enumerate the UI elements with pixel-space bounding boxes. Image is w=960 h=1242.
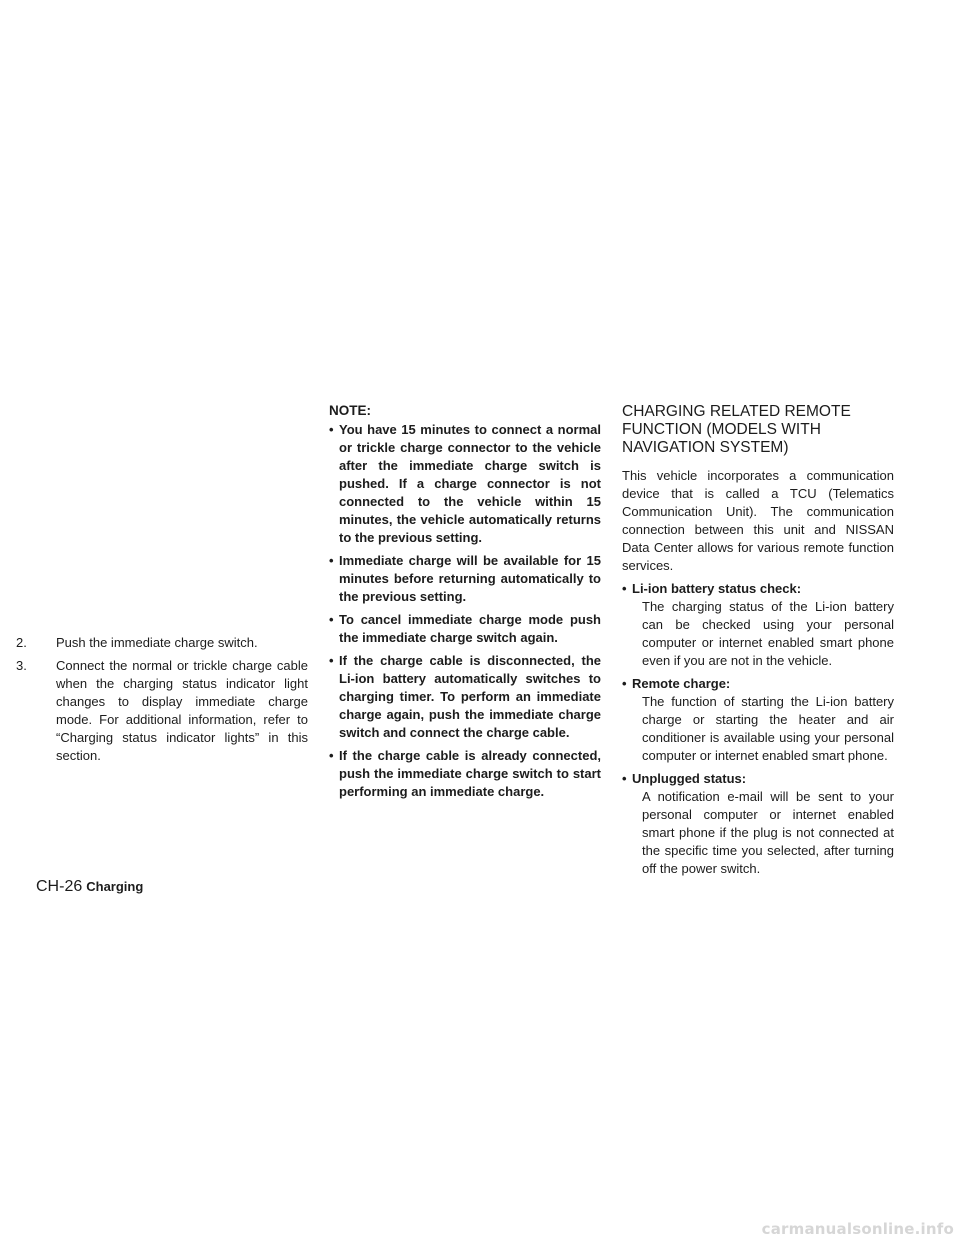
note-item — [329, 421, 601, 547]
bullet: • — [329, 748, 334, 763]
note-item-text: You have 15 minutes to connect a normal or trickle charge connector to the vehicle after the immediate charge switch is pushed. If a charge connector is not connected to the vehicle within 15 minutes, the vehicle automatically returns to the previous setting. — [339, 422, 601, 545]
watermark: carmanualsonline.info — [761, 1220, 954, 1238]
note-item-text: If the charge cable is already connected, push the immediate charge switch to start performing an immediate charge. — [339, 748, 601, 799]
feature-title-text: Remote charge: — [632, 676, 731, 691]
section-title-line: CHARGING RELATED REMOTE — [622, 403, 851, 420]
step-item — [16, 634, 308, 652]
step-text: Connect the normal or trickle charge cable when the charging status indicator light changes to display immediate charge mode. For additional information, refer to “Charging status indicator lights” in this section. — [56, 658, 308, 763]
note-column — [329, 403, 601, 806]
chapter-name: Charging — [86, 879, 144, 894]
intro-paragraph: This vehicle incorporates a communication device that is called a TCU (Telematics Communication Unit). The communication connection between this unit and NISSAN Data Center allows for various remote function services. — [622, 468, 894, 573]
feature-title-text: Li-ion battery status check: — [632, 581, 802, 596]
page-footer — [36, 878, 143, 896]
feature-title-text: Unplugged status: — [632, 771, 747, 786]
bullet: • — [329, 422, 334, 437]
bullet: • — [329, 653, 334, 668]
feature-description: A notification e-mail will be sent to your personal computer or internet enabled smart phone if the plug is not connected at the specific time you selected, after turning off the power switch. — [642, 789, 894, 876]
page-number: CH-26 — [36, 878, 83, 895]
note-title: NOTE: — [329, 403, 371, 418]
step-number: 3. — [16, 658, 27, 673]
note-item — [329, 652, 601, 742]
feature-item — [622, 675, 894, 765]
feature-title — [622, 770, 894, 788]
step-text: Push the immediate charge switch. — [56, 635, 258, 650]
steps-column — [16, 634, 308, 770]
note-item-text: If the charge cable is disconnected, the Li-ion battery automatically switches to charging timer. To perform an immediate charge again, push the immediate charge switch and connect the charge cable. — [339, 653, 601, 740]
note-item — [329, 552, 601, 606]
feature-item — [622, 770, 894, 878]
bullet: • — [329, 612, 334, 627]
bullet: • — [329, 553, 334, 568]
note-item — [329, 611, 601, 647]
feature-item — [622, 580, 894, 670]
section-title — [622, 403, 894, 457]
note-item-text: Immediate charge will be available for 15 minutes before returning automatically to the previous setting. — [339, 553, 601, 604]
bullet: • — [622, 771, 627, 786]
note-item-text: To cancel immediate charge mode push the immediate charge switch again. — [339, 612, 601, 645]
bullet: • — [622, 581, 627, 596]
feature-title — [622, 580, 894, 598]
feature-description: The charging status of the Li-ion battery can be checked using your personal computer or internet enabled smart phone even if you are not in the vehicle. — [642, 599, 894, 668]
step-number: 2. — [16, 635, 27, 650]
remote-function-column — [622, 403, 894, 883]
feature-title — [622, 675, 894, 693]
step-item — [16, 657, 308, 765]
section-title-line: FUNCTION (MODELS WITH — [622, 421, 821, 438]
section-title-line: NAVIGATION SYSTEM) — [622, 439, 789, 456]
note-item — [329, 747, 601, 801]
bullet: • — [622, 676, 627, 691]
feature-description: The function of starting the Li-ion battery charge or starting the heater and air conditioner is available using your personal computer or internet enabled smart phone. — [642, 694, 894, 763]
